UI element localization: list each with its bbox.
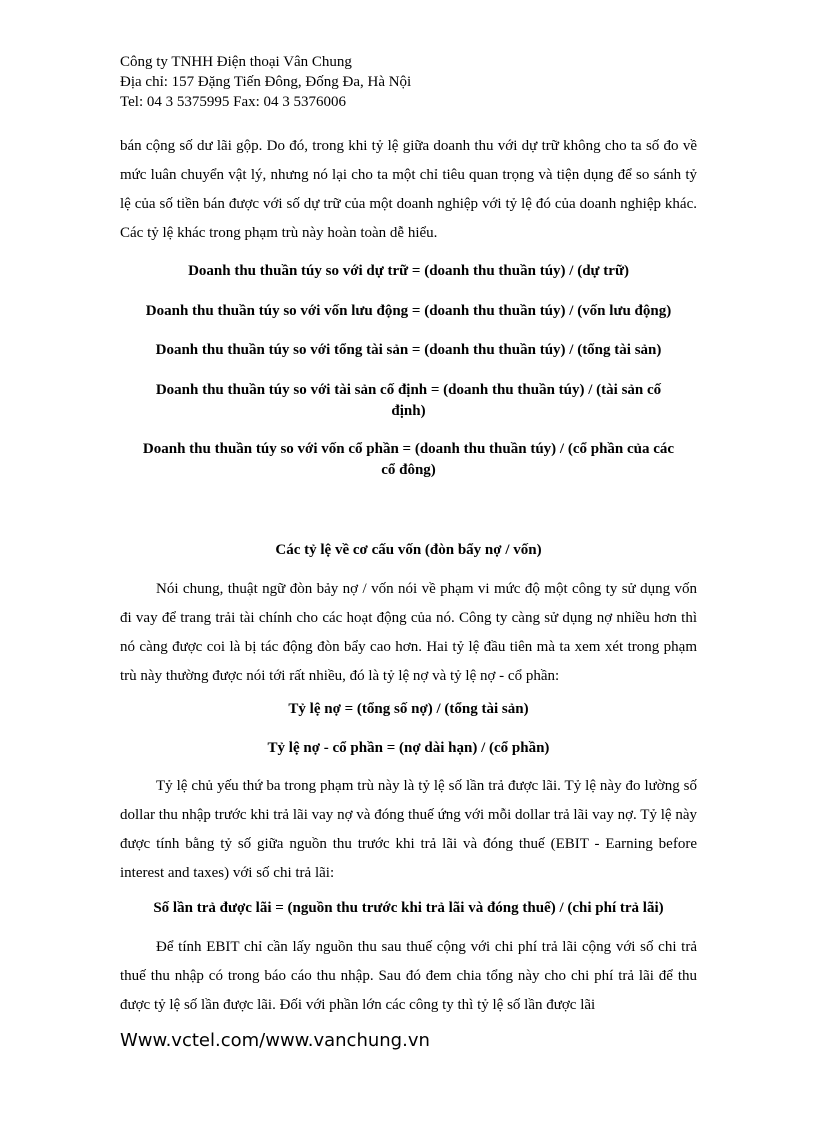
formula: Số lần trả được lãi = (nguồn thu trước khi trả lãi và đóng thuế) / (chi phí trả lãi): [153, 900, 664, 916]
document-body: [120, 132, 697, 1020]
formula: Doanh thu thuần túy so với tổng tài sản = (doanh thu thuần túy) / (tổng tài sản): [155, 342, 662, 358]
company-name: Công ty TNHH Điện thoại Vân Chung: [120, 54, 352, 70]
formula: Tỷ lệ nợ - cổ phần = (nợ dài hạn) / (cổ phần): [267, 740, 550, 756]
footer-website: Www.vctel.com/www.vanchung.vn: [120, 1030, 430, 1051]
company-contact: Tel: 04 3 5375995 Fax: 04 3 5376006: [120, 94, 347, 110]
formula: Tỷ lệ nợ = (tổng số nợ) / (tổng tài sản): [288, 701, 529, 717]
formula: Doanh thu thuần túy so với vốn lưu động = (doanh thu thuần túy) / (vốn lưu động): [145, 303, 672, 319]
paragraph: Tỷ lệ chủ yếu thứ ba trong phạm trù này là tỷ lệ số lần trả được lãi. Tỷ lệ này đo lường số dollar thu nhập trước khi trả lãi vay nợ và đóng thuế ứng với mỗi dollar trả lãi vay nợ. Tỷ lệ này được tính bằng tỷ số giữa nguồn thu trước khi trả lãi và đóng thuế (EBIT - Earning before interest and taxes) với số chi trả lãi:: [120, 778, 697, 881]
formula: Doanh thu thuần túy so với vốn cổ phần = (doanh thu thuần túy) / (cổ phần của các cổ đông): [142, 441, 675, 478]
company-address: Địa chỉ: 157 Đặng Tiến Đông, Đống Đa, Hà Nội: [120, 74, 412, 90]
paragraph: Để tính EBIT chỉ cần lấy nguồn thu sau thuế cộng với chi phí trả lãi cộng với số chi trả thuế thu nhập có trong báo cáo thu nhập. Sau đó đem chia tổng này cho chi phí trả lãi để thu được tỷ lệ số lần được lãi. Đối với phần lớn các công ty thì tỷ lệ số lần được lãi: [120, 939, 697, 1013]
formula: Doanh thu thuần túy so với dự trữ = (doanh thu thuần túy) / (dự trữ): [188, 263, 629, 279]
letterhead: [120, 52, 411, 112]
formula: Doanh thu thuần túy so với tài sản cố định = (doanh thu thuần túy) / (tài sản cố định): [155, 382, 662, 419]
paragraph: bán cộng số dư lãi gộp. Do đó, trong khi tỷ lệ giữa doanh thu với dự trữ không cho ta số đo về mức luân chuyển vật lý, nhưng nó lại cho ta một chỉ tiêu quan trọng và tiện dụng để so sánh tỷ lệ của số tiền bán được với số dự trữ của một doanh nghiệp với tỷ lệ đó của doanh nghiệp khác. Các tỷ lệ khác trong phạm trù này hoàn toàn dễ hiểu.: [120, 138, 697, 241]
section-title: Các tỷ lệ về cơ cấu vốn (đòn bẩy nợ / vốn): [275, 542, 542, 558]
paragraph: Nói chung, thuật ngữ đòn bảy nợ / vốn nói về phạm vi mức độ một công ty sử dụng vốn đi vay để trang trải tài chính cho các hoạt động của nó. Công ty càng sử dụng nợ nhiều hơn thì nó càng được coi là bị tác động đòn bẩy cao hơn. Hai tỷ lệ đầu tiên mà ta xem xét trong phạm trù này thường được nói tới rất nhiều, đó là tỷ lệ nợ và tỷ lệ nợ - cổ phần:: [120, 581, 697, 684]
